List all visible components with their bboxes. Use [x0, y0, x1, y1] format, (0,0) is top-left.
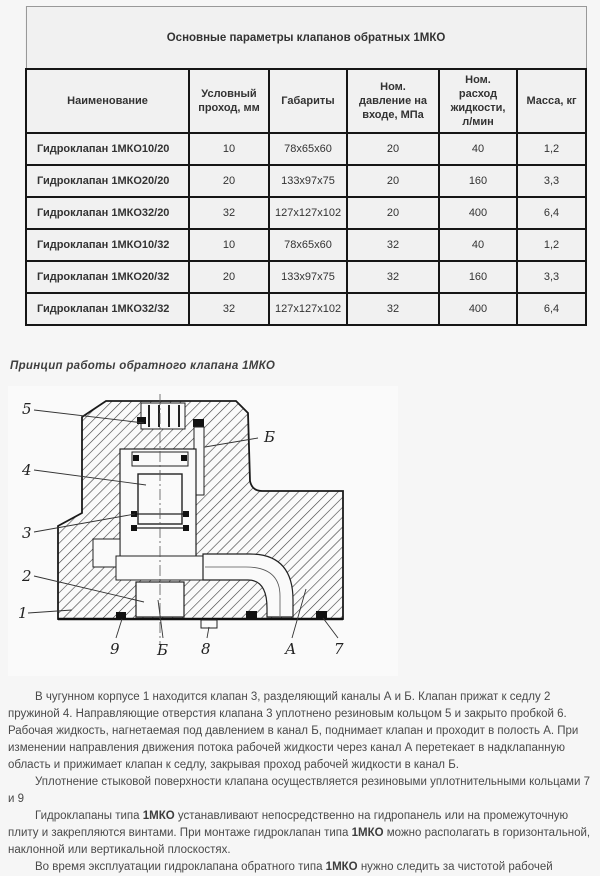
- parameters-table-wrap: [25, 6, 600, 326]
- value-cell: 127х127х102: [269, 293, 347, 325]
- value-cell: 133х97х75: [269, 165, 347, 197]
- valve-diagram: [8, 386, 600, 681]
- valve-name-cell: Гидроклапан 1МКО10/20: [26, 133, 189, 165]
- value-cell: 32: [347, 261, 439, 293]
- value-cell: 20: [189, 165, 269, 197]
- value-cell: 1,2: [517, 229, 586, 261]
- valve-name-cell: Гидроклапан 1МКО20/20: [26, 165, 189, 197]
- value-cell: 160: [439, 165, 517, 197]
- callout-5: 5: [22, 400, 32, 418]
- value-cell: 133х97х75: [269, 261, 347, 293]
- column-header-name: Наименование: [26, 69, 189, 133]
- value-cell: 78х65х60: [269, 133, 347, 165]
- paragraph-maintenance: Во время эксплуатации гидроклапана обратного типа 1МКО нужно следить за чистотой рабочей: [35, 861, 553, 873]
- callout-3: 3: [22, 524, 32, 542]
- paragraph-seals: Уплотнение стыковой поверхности клапана осуществляется резиновыми уплотнительными кольцами 7 и 9: [8, 776, 590, 805]
- callout-1: 1: [18, 604, 28, 622]
- value-cell: 1,2: [517, 133, 586, 165]
- table-title-row: [26, 7, 586, 70]
- callout-2: 2: [22, 567, 32, 585]
- callout-7: 7: [334, 640, 344, 658]
- value-cell: 32: [189, 197, 269, 229]
- value-cell: 3,3: [517, 165, 586, 197]
- seal-ring-9: [116, 612, 126, 620]
- description-text: [8, 689, 592, 876]
- locating-notch: [201, 620, 217, 628]
- callout-8: 8: [201, 640, 211, 658]
- column-header-flow: Ном. расход жидкости, л/мин: [439, 69, 517, 133]
- valve-cross-section-drawing: [8, 386, 398, 676]
- value-cell: 40: [439, 133, 517, 165]
- valve-name-cell: Гидроклапан 1МКО20/32: [26, 261, 189, 293]
- cross-passage: [116, 556, 216, 580]
- seal-ring-8: [246, 611, 257, 619]
- valve-name-cell: Гидроклапан 1МКО32/32: [26, 293, 189, 325]
- valve-name-cell: Гидроклапан 1МКО32/20: [26, 197, 189, 229]
- value-cell: 160: [439, 261, 517, 293]
- value-cell: 20: [189, 261, 269, 293]
- table-row: [26, 261, 586, 293]
- column-header-mass: Масса, кг: [517, 69, 586, 133]
- paragraph-mounting: Гидроклапаны типа 1МКО устанавливают непосредственно на гидропанель или на промежуточную плиту и закрепляются винтами. При монтаже гидроклапан типа 1МКО можно располагать в горизонтальной, наклонной или вертикальной плоскостях.: [8, 810, 591, 856]
- value-cell: 32: [347, 229, 439, 261]
- column-header-dims: Габариты: [269, 69, 347, 133]
- column-header-pressure: Ном. давление на входе, МПа: [347, 69, 439, 133]
- table-header-row: [26, 69, 586, 133]
- parameters-table: [25, 6, 587, 326]
- callout-b-bottom: Б: [157, 641, 169, 659]
- seal-ring-7: [316, 611, 327, 619]
- value-cell: 3,3: [517, 261, 586, 293]
- value-cell: 20: [347, 165, 439, 197]
- value-cell: 10: [189, 229, 269, 261]
- table-row: [26, 197, 586, 229]
- section-heading: Принцип работы обратного клапана 1МКО: [10, 360, 276, 372]
- value-cell: 6,4: [517, 197, 586, 229]
- paragraph-principle: В чугунном корпусе 1 находится клапан 3, разделяющий каналы А и Б. Клапан прижат к седлу 2 пружиной 4. Направляющие отверстия клапана 3 уплотнено резиновым кольцом 5 и закрыто пробкой 6. Рабочая жидкость, нагнетаемая под давлением в канал Б, поднимает клапан и проходит в полость А. При изменении направления движения потока рабочей жидкости через канал А перетекает в надклапанную область и прижимает клапан к седлу, закрывая проход рабочей жидкости в канал Б.: [8, 691, 579, 771]
- valve-name-cell: Гидроклапан 1МКО10/32: [26, 229, 189, 261]
- value-cell: 6,4: [517, 293, 586, 325]
- value-cell: 20: [347, 197, 439, 229]
- table-row: [26, 293, 586, 325]
- callout-b-top: Б: [264, 428, 276, 446]
- column-header-bore: Условный проход, мм: [189, 69, 269, 133]
- value-cell: 10: [189, 133, 269, 165]
- value-cell: 127х127х102: [269, 197, 347, 229]
- callout-4: 4: [22, 461, 32, 479]
- value-cell: 40: [439, 229, 517, 261]
- value-cell: 32: [347, 293, 439, 325]
- table-row: [26, 229, 586, 261]
- callout-9: 9: [110, 640, 120, 658]
- value-cell: 400: [439, 197, 517, 229]
- table-row: [26, 165, 586, 197]
- table-title: Основные параметры клапанов обратных 1МКО: [26, 7, 586, 70]
- callout-a: А: [285, 640, 297, 658]
- document-page: [0, 6, 600, 873]
- table-body: [26, 133, 586, 325]
- value-cell: 78х65х60: [269, 229, 347, 261]
- value-cell: 32: [189, 293, 269, 325]
- value-cell: 400: [439, 293, 517, 325]
- seal-top-right: [193, 419, 204, 427]
- table-row: [26, 133, 586, 165]
- value-cell: 20: [347, 133, 439, 165]
